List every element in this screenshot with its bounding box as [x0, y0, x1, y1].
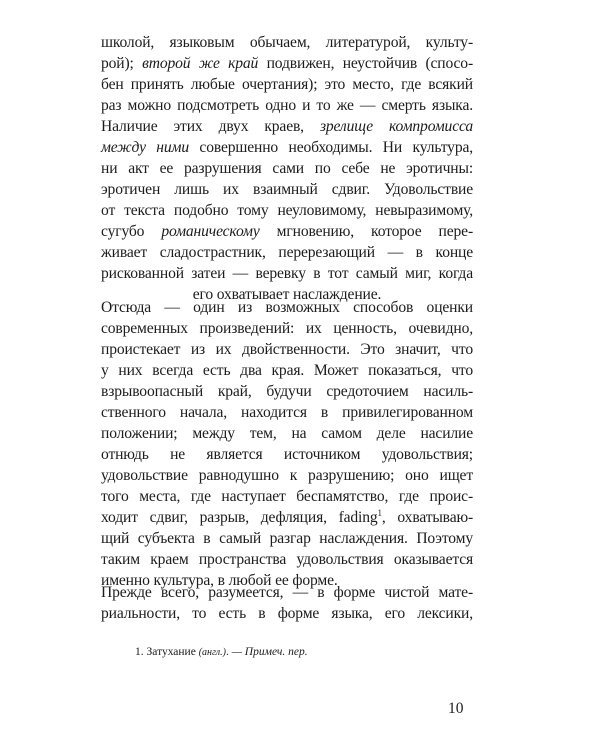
text-run: отнюдь не является источником удовольствия; [101, 446, 473, 463]
text-line [101, 32, 473, 53]
text-line [101, 95, 473, 116]
paragraph-3 [101, 582, 473, 624]
text-line [101, 53, 473, 74]
text-run: взрывоопасный край, будучи средоточием насиль- [101, 383, 473, 400]
text-run: именно культура, в любой ее форме. [101, 572, 338, 589]
emphasis-text: романическому [161, 223, 260, 240]
page-number: 10 [448, 700, 464, 717]
text-run: бен принять любые очертания); это место, где всякий [101, 76, 473, 93]
text-run: таким краем пространства удовольствия оказывается [101, 551, 473, 568]
text-run: риальности, то есть в форме языка, его лексики, [101, 605, 473, 622]
text-run: совершенно необходимы. Ни культура, [188, 139, 473, 156]
text-run: мгновению, которое пере- [259, 223, 473, 240]
text-line [101, 179, 473, 200]
text-run: щий субъекта в самый разгар наслаждения. Поэтому [101, 530, 473, 547]
text-run: того места, где наступает беспамятство, где проис- [101, 488, 473, 505]
text-line [101, 465, 473, 486]
footnote-lang: (англ.) [198, 647, 226, 658]
text-line [101, 486, 473, 507]
text-line [101, 242, 473, 263]
text-run: Отсюда — один из возможных способов оценки [101, 299, 473, 316]
footnote-ref: 1 [377, 508, 382, 518]
text-line [101, 318, 473, 339]
text-run: рой); [101, 55, 143, 72]
text-line [101, 297, 473, 318]
text-line [101, 339, 473, 360]
text-line [101, 507, 473, 528]
text-run: , охватываю- [381, 509, 474, 526]
emphasis-text: второй же край [142, 55, 259, 72]
text-run: его охватывает наслаждение. [192, 286, 382, 303]
text-run: ни акт ее разрушения сами по себе не эротичны: [101, 160, 473, 177]
text-line [101, 137, 473, 158]
text-run: Прежде всего, разумеется, — в форме чистой мате- [101, 584, 473, 601]
text-run: эротичен лишь их взаимный сдвиг. Удовольствие [101, 181, 473, 198]
text-line [101, 528, 473, 549]
footnote-period: . [225, 646, 229, 658]
text-line [101, 74, 473, 95]
text-run: ственного начала, находится в привилегированном [101, 404, 473, 421]
text-line [101, 263, 473, 284]
text-run: современных произведений: их ценность, очевидно, [101, 320, 473, 337]
text-run: школой, языковым обычаем, литературой, культу- [101, 34, 473, 51]
text-line [101, 444, 473, 465]
text-line [101, 549, 473, 570]
text-line [101, 381, 473, 402]
footnote [135, 645, 308, 660]
text-run: раз можно подсмотреть одно и то же — смерть языка. [101, 97, 473, 114]
text-run: удовольствие равнодушно к разрушению; оно ищет [101, 467, 473, 484]
footnote-term: Затухание [146, 646, 196, 658]
text-line [101, 603, 473, 624]
paragraph-1 [101, 32, 473, 305]
text-line [101, 116, 473, 137]
text-run: рискованной затеи — веревку в тот самый миг, когда [101, 265, 473, 282]
footnote-note: — Примеч. пер. [231, 646, 308, 658]
text-run: ходит сдвиг, разрыв, дефляция, fading [101, 509, 378, 526]
text-run: от текста подобно тому неуловимому, невыразимому, [101, 202, 473, 219]
text-run: подвижен, неустойчив (спосо- [258, 55, 473, 72]
text-run: положении; между тем, на самом деле насилие [101, 425, 473, 442]
text-line [101, 221, 473, 242]
text-run: у них всегда есть два края. Может показаться, что [101, 362, 473, 379]
footnote-number: 1. [135, 646, 144, 658]
emphasis-text: между ними [101, 139, 189, 156]
text-run: Наличие этих двух краев, [101, 118, 320, 135]
text-line [101, 200, 473, 221]
text-run: проистекает из их двойственности. Это значит, что [101, 341, 473, 358]
text-line [101, 582, 473, 603]
text-run: сугубо [101, 223, 162, 240]
emphasis-text: зрелище компромисса [319, 118, 473, 135]
text-line [101, 158, 473, 179]
text-line [101, 360, 473, 381]
paragraph-2 [101, 297, 473, 591]
text-line [101, 402, 473, 423]
text-run: живает сладострастник, перерезающий — в конце [101, 244, 473, 261]
text-line [101, 423, 473, 444]
